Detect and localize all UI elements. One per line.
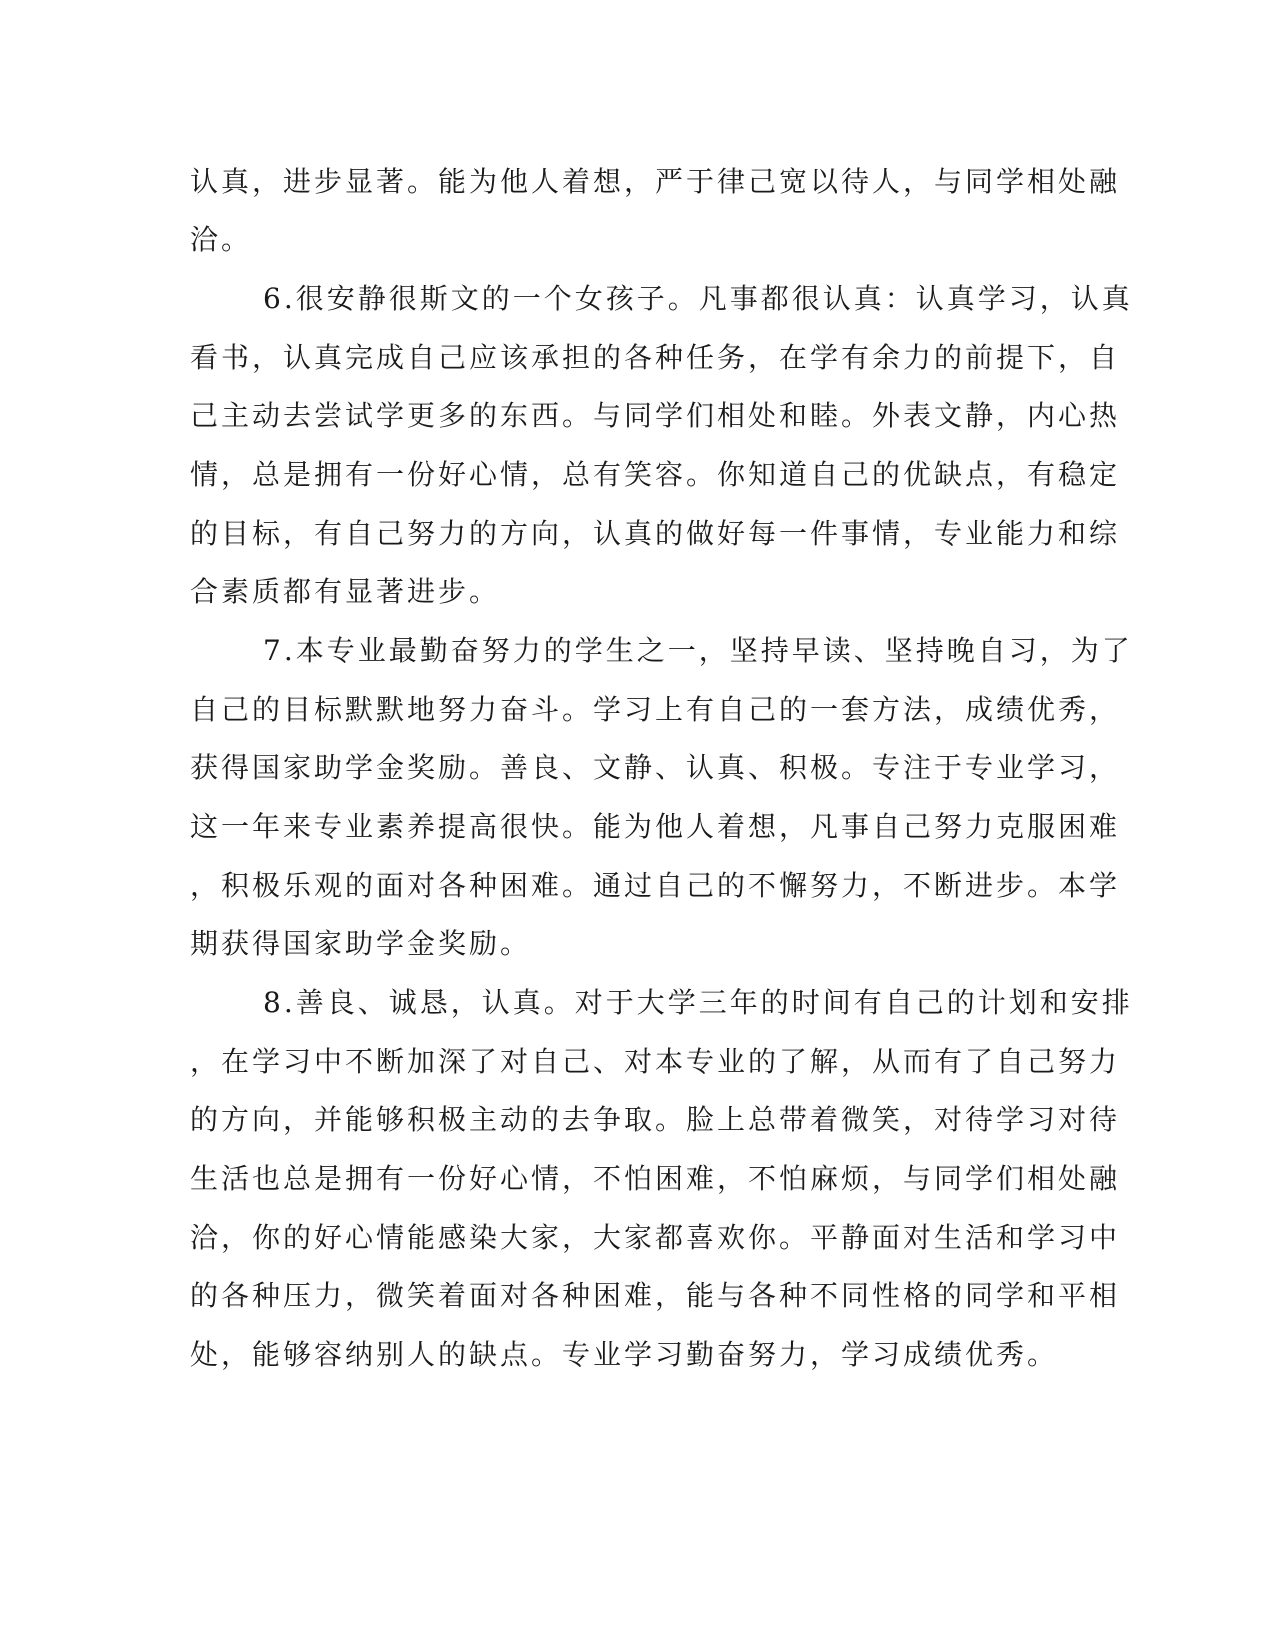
text-line: 这一年来专业素养提高很快。能为他人着想，凡事自己努力克服困难 [190, 810, 1121, 843]
text-line: 看书，认真完成自己应该承担的各种任务，在学有余力的前提下，自 [190, 341, 1121, 374]
text-line: 己主动去尝试学更多的东西。与同学们相处和睦。外表文静，内心热 [190, 399, 1121, 432]
text-line: 洽。 [190, 223, 253, 256]
text-line: 获得国家助学金奖励。善良、文静、认真、积极。专注于专业学习， [190, 751, 1121, 784]
text-line: 期获得国家助学金奖励。 [190, 927, 532, 960]
text-line: 自己的目标默默地努力奋斗。学习上有自己的一套方法，成绩优秀， [190, 693, 1121, 726]
paragraph-8-first-line: 8.善良、诚恳，认真。对于大学三年的时间有自己的计划和安排 [263, 986, 1133, 1019]
text-line: 处，能够容纳别人的缺点。专业学习勤奋努力，学习成绩优秀。 [190, 1338, 1059, 1371]
text-line: 生活也总是拥有一份好心情，不怕困难，不怕麻烦，与同学们相处融 [190, 1162, 1121, 1195]
text-line: 情，总是拥有一份好心情，总有笑容。你知道自己的优缺点，有稳定 [190, 458, 1121, 491]
paragraph-6-first-line: 6.很安静很斯文的一个女孩子。凡事都很认真：认真学习，认真 [263, 282, 1133, 315]
paragraph-7-first-line: 7.本专业最勤奋努力的学生之一，坚持早读、坚持晚自习，为了 [263, 634, 1133, 667]
text-line: 认真，进步显著。能为他人着想，严于律己宽以待人，与同学相处融 [190, 165, 1121, 198]
text-line: 的方向，并能够积极主动的去争取。脸上总带着微笑，对待学习对待 [190, 1103, 1121, 1136]
text-line: 合素质都有显著进步。 [190, 575, 501, 608]
text-line: 的目标，有自己努力的方向，认真的做好每一件事情，专业能力和综 [190, 517, 1121, 550]
text-line: 洽，你的好心情能感染大家，大家都喜欢你。平静面对生活和学习中 [190, 1221, 1121, 1254]
text-line: ，在学习中不断加深了对自己、对本专业的了解，从而有了自己努力 [190, 1045, 1121, 1078]
text-line: ，积极乐观的面对各种困难。通过自己的不懈努力，不断进步。本学 [190, 869, 1121, 902]
text-line: 的各种压力，微笑着面对各种困难，能与各种不同性格的同学和平相 [190, 1279, 1121, 1312]
